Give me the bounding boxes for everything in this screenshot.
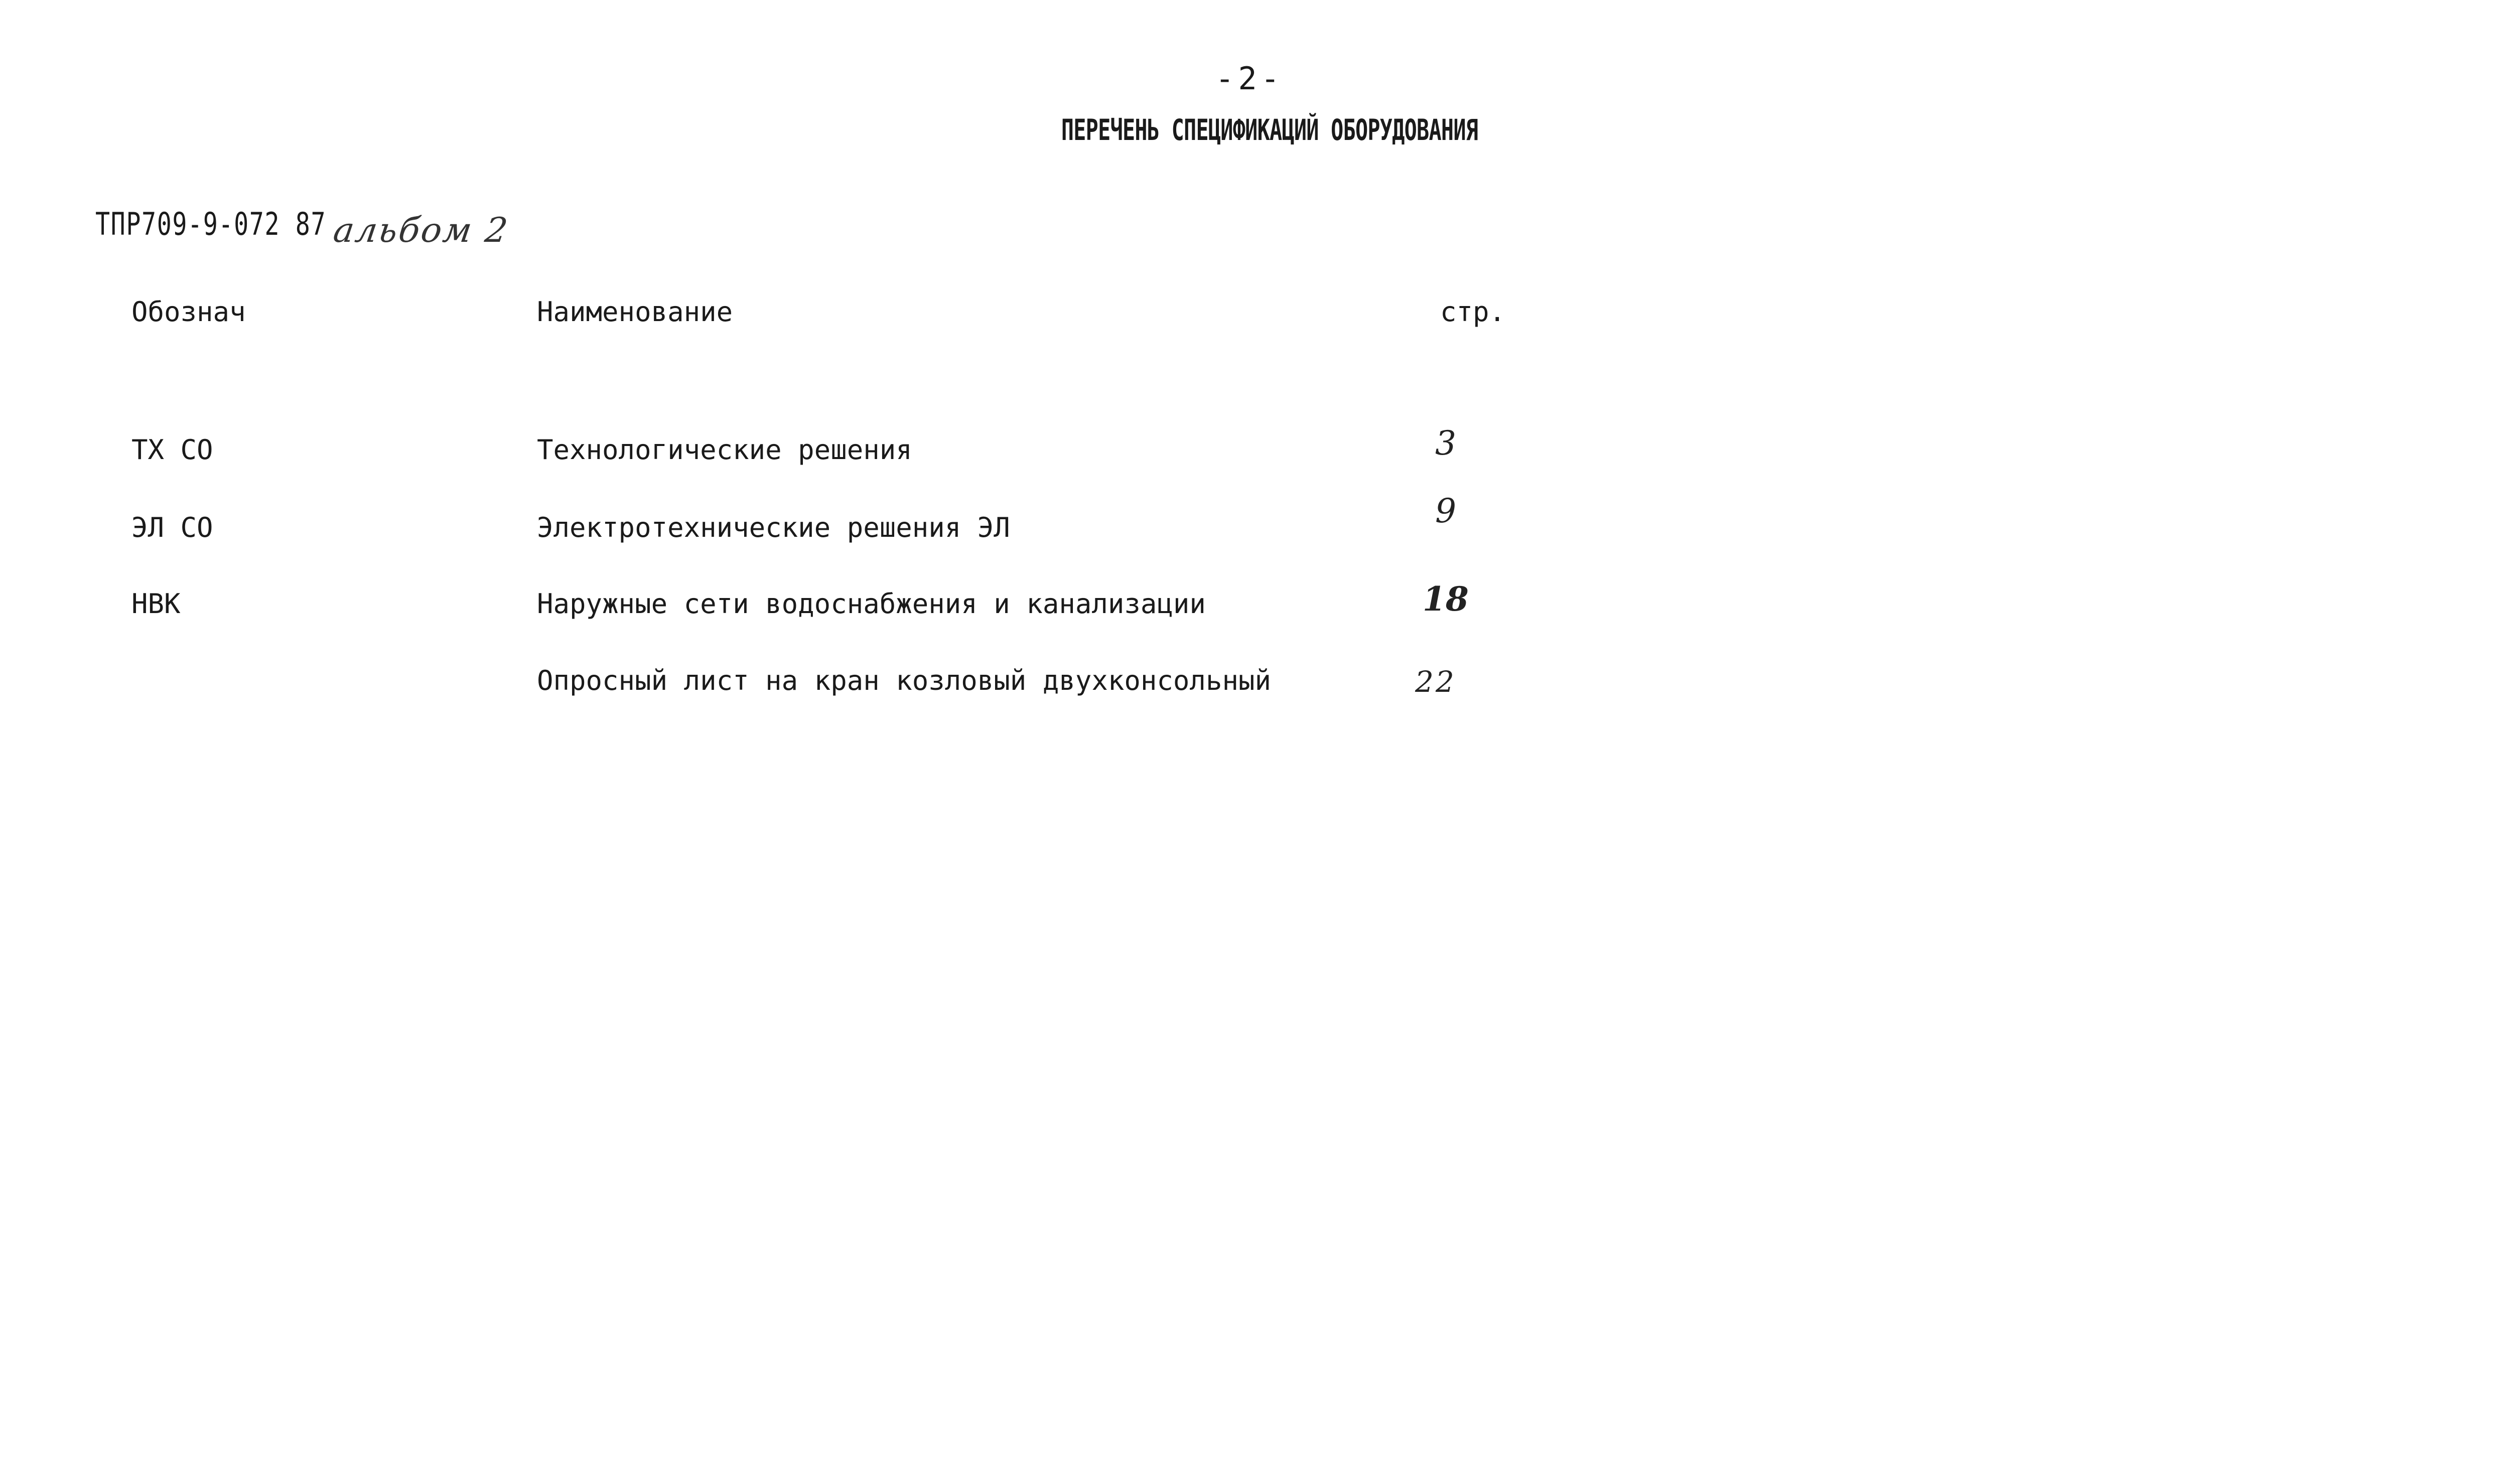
header-page: стр.	[1440, 296, 1506, 328]
album-handwritten-note: альбом 2	[331, 211, 512, 250]
row-3-name: Наружные сети водоснабжения и канализации	[537, 588, 1206, 620]
header-code: Обознач	[131, 296, 246, 328]
row-1-page: 3	[1435, 424, 1456, 463]
row-1-name: Технологические решения	[537, 434, 912, 466]
header-name: Наименование	[537, 296, 733, 328]
row-4-name: Опросный лист на кран козловый двухконсольный	[537, 665, 1271, 696]
row-2-page: 9	[1435, 492, 1456, 530]
row-1-code: ТХ СО	[131, 434, 213, 466]
row-3-page: 18	[1423, 579, 1469, 619]
row-2-name: Электротехнические решения ЭЛ	[537, 512, 1010, 543]
doc-code: ТПР709-9-072 87	[95, 206, 327, 242]
row-2-code: ЭЛ СО	[131, 512, 213, 543]
row-3-code: НВК	[131, 588, 181, 620]
page-title: ПЕРЕЧЕНЬ СПЕЦИФИКАЦИЙ ОБОРУДОВАНИЯ	[1061, 113, 1478, 147]
page-number: -2-	[1215, 60, 1284, 97]
row-4-page: 22	[1415, 665, 1456, 699]
